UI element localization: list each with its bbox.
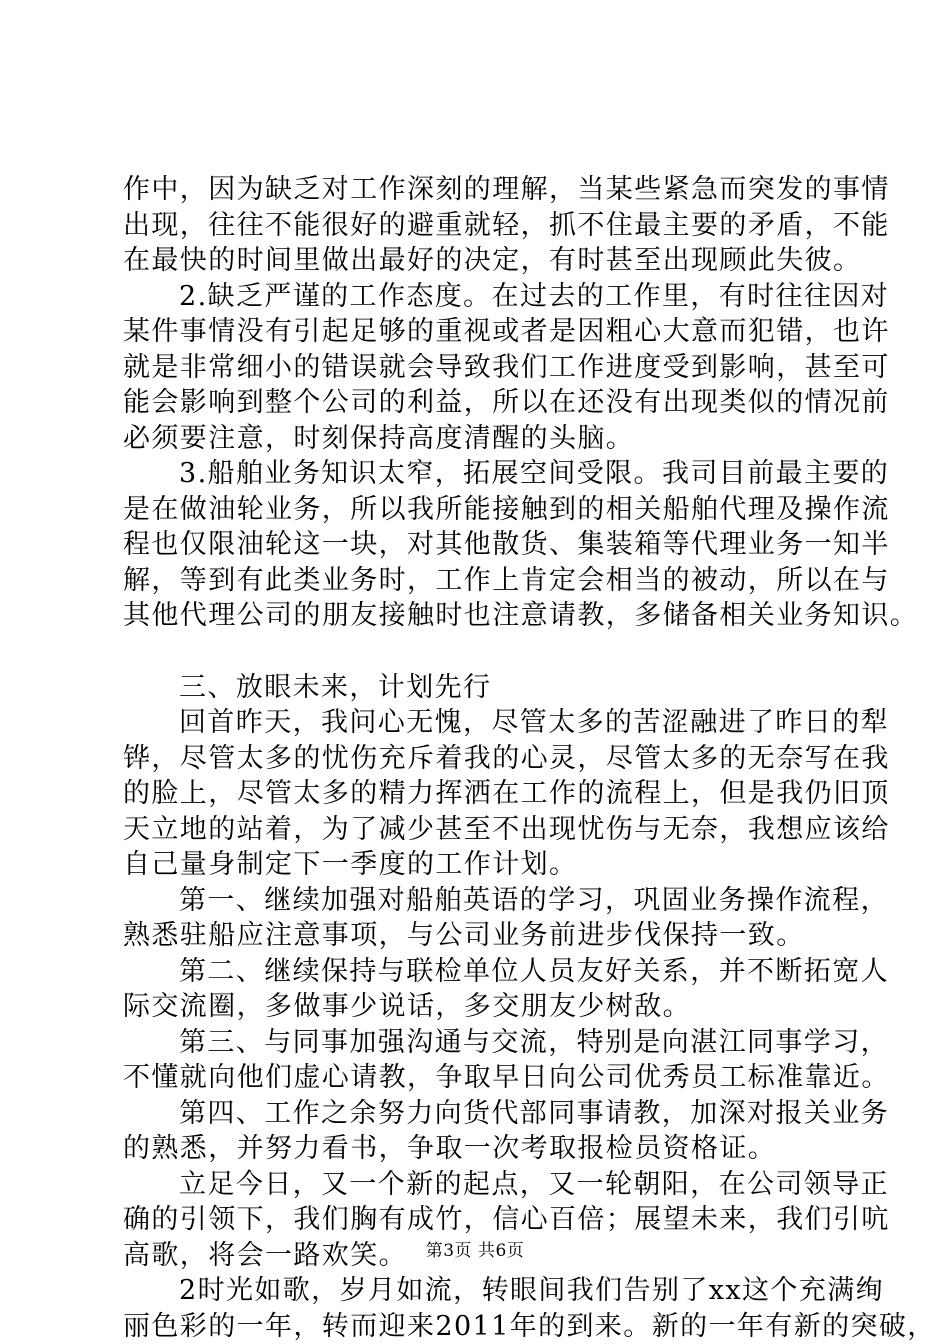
- text-line: 作中，因为缺乏对工作深刻的理解，当某些紧急而突发的事情: [123, 174, 890, 205]
- text-line: 天立地的站着，为了减少甚至不出现忧伤与无奈，我想应该给: [123, 813, 890, 845]
- document-body: [123, 172, 936, 1344]
- text-line: 自己量身制定下一季度的工作计划。: [123, 849, 578, 880]
- text-line: 的熟悉，并努力看书，争取一次考取报检员资格证。: [123, 1133, 777, 1164]
- paragraph-gap: [123, 634, 848, 670]
- text-line: 第三、与同事加强沟通与交流，特别是向湛江同事学习，: [179, 1026, 889, 1058]
- text-line: 三、放眼未来，计划先行: [179, 671, 492, 703]
- text-line: 在最快的时间里做出最好的决定，有时甚至出现顾此失彼。: [123, 245, 862, 276]
- text-line: 第二、继续保持与联检单位人员友好关系，并不断拓宽人: [179, 955, 889, 987]
- text-line: 第一、继续加强对船舶英语的学习，巩固业务操作流程，: [179, 884, 889, 916]
- text-line: 3.船舶业务知识太窄，拓展空间受限。我司目前最主要的: [179, 458, 890, 489]
- text-line: 确的引领下，我们胸有成竹，信心百倍；展望未来，我们引吭: [123, 1204, 890, 1235]
- text-line: 高歌，将会一路欢笑。: [123, 1239, 407, 1271]
- text-line: 出现，往往不能很好的避重就轻，抓不住最主要的矛盾，不能: [123, 209, 890, 241]
- text-line: 铧，尽管太多的忧伤充斥着我的心灵，尽管太多的无奈写在我: [123, 742, 890, 774]
- text-line: 丽色彩的一年，转而迎来2011年的到来。新的一年有新的突破，: [123, 1310, 936, 1342]
- text-line: 第四、工作之余努力向货代部同事请教，加深对报关业务: [179, 1097, 889, 1129]
- text-line: 必须要注意，时刻保持高度清醒的头脑。: [123, 422, 635, 454]
- text-line: 某件事情没有引起足够的重视或者是因粗心大意而犯错，也许: [123, 316, 890, 347]
- text-line: 解，等到有此类业务时，工作上肯定会相当的被动，所以在与: [123, 564, 890, 596]
- text-line: 回首昨天，我问心无愧，尽管太多的苦涩融进了昨日的犁: [179, 707, 889, 738]
- text-line: 的脸上，尽管太多的精力挥洒在工作的流程上，但是我仍旧顶: [123, 778, 890, 809]
- text-line: 立足今日，又一个新的起点，又一轮朝阳，在公司领导正: [179, 1168, 889, 1200]
- text-line: 就是非常细小的错误就会导致我们工作进度受到影响，甚至可: [123, 351, 890, 383]
- text-line: 2.缺乏严谨的工作态度。在过去的工作里，有时往往因对: [179, 280, 890, 312]
- text-line: 熟悉驻船应注意事项，与公司业务前进步伐保持一致。: [123, 920, 805, 951]
- text-line: 能会影响到整个公司的利益，所以在还没有出现类似的情况前: [123, 387, 890, 418]
- text-line: 是在做油轮业务，所以我所能接触到的相关船舶代理及操作流: [123, 493, 890, 525]
- text-line: 2时光如歌，岁月如流，转眼间我们告别了xx这个充满绚: [179, 1275, 885, 1306]
- page-footer: 第3页 共6页: [425, 1241, 525, 1261]
- text-line: 其他代理公司的朋友接触时也注意请教，多储备相关业务知识。: [123, 600, 919, 631]
- text-line: 程也仅限油轮这一块，对其他散货、集装箱等代理业务一知半: [123, 529, 890, 560]
- text-line: 不懂就向他们虚心请教，争取早日向公司优秀员工标准靠近。: [123, 1062, 890, 1093]
- text-line: 际交流圈，多做事少说话，多交朋友少树敌。: [123, 991, 691, 1022]
